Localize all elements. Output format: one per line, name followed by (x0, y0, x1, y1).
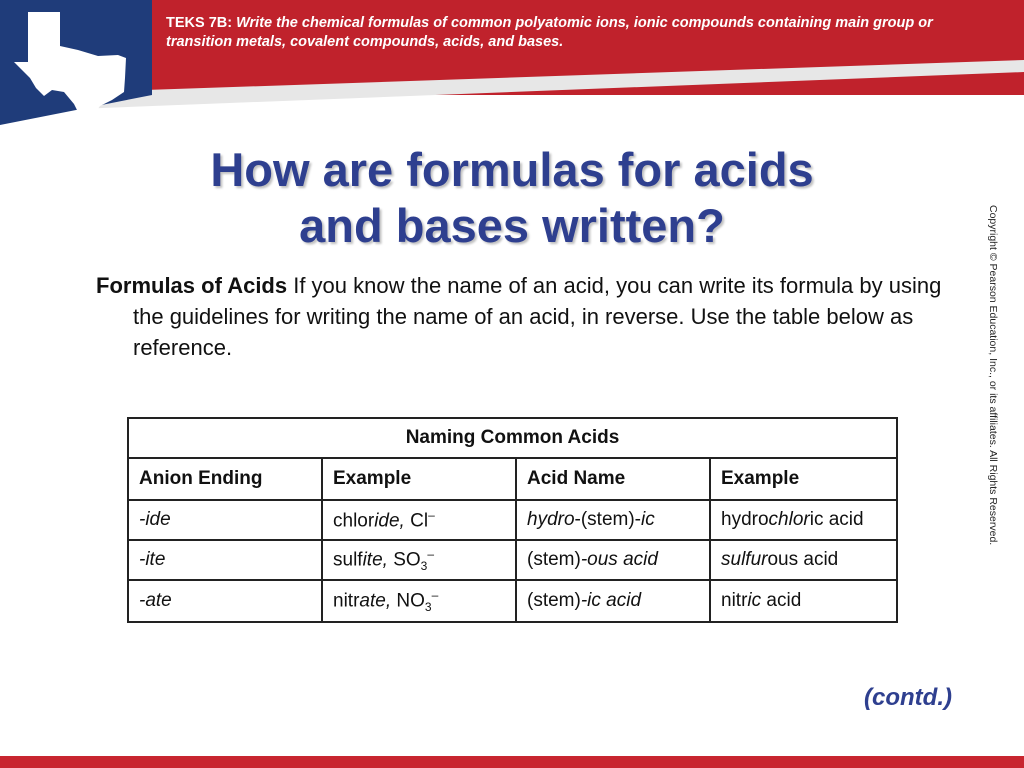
table-row (128, 540, 897, 580)
formula-subscript: 3 (420, 559, 428, 574)
acid-name-stem: -(stem)- (574, 509, 642, 530)
acid-example-stem: ic (747, 590, 762, 611)
example-cell (322, 540, 516, 580)
table-caption: Naming Common Acids (128, 418, 897, 458)
acid-example-prefix: hydro (721, 509, 769, 530)
table-row (128, 580, 897, 622)
example-stem: nitr (333, 590, 360, 612)
acid-name-cell (516, 580, 710, 622)
anion-ending-cell (128, 580, 322, 622)
acid-name-suffix: ic (641, 509, 655, 530)
anion-ending: -ate (139, 590, 172, 611)
table-row (128, 500, 897, 540)
column-header: Example (322, 458, 516, 500)
column-header: Anion Ending (128, 458, 322, 500)
teks-standard (166, 14, 986, 52)
acid-example-suffix: ous acid (767, 549, 839, 570)
acid-example-suffix: acid (761, 590, 802, 611)
anion-ending-cell (128, 500, 322, 540)
formula-charge: – (431, 587, 439, 602)
acid-example-prefix: nitr (721, 590, 748, 611)
body-paragraph (96, 270, 953, 363)
table-header-row (128, 458, 897, 500)
acid-name-stem: (stem) (527, 549, 581, 570)
title-line-2: and bases written? (299, 199, 725, 252)
acid-example-cell (710, 500, 897, 540)
column-header: Example (710, 458, 897, 500)
paragraph-lead: Formulas of Acids (96, 273, 288, 298)
acid-example-cell (710, 580, 897, 622)
example-suffix: ite, (362, 549, 388, 571)
formula-charge: – (428, 507, 435, 522)
example-suffix: ate, (359, 590, 392, 612)
anion-ending: -ide (139, 509, 171, 530)
column-header: Acid Name (516, 458, 710, 500)
acid-name-suffix: -ous acid (580, 549, 658, 570)
formula: Cl (410, 510, 429, 532)
formula-subscript: 3 (424, 600, 432, 615)
teks-description: Write the chemical formulas of common polyatomic ions, ionic compounds containing main group or transition metals, covalent compounds, acids, and bases. (166, 15, 933, 50)
example-suffix: ide, (374, 510, 405, 532)
anion-ending-cell (128, 540, 322, 580)
acid-example-cell (710, 540, 897, 580)
continued-label: (contd.) (864, 684, 952, 711)
formula: NO (396, 590, 425, 612)
formula: SO (393, 549, 421, 571)
anion-ending: -ite (139, 549, 166, 570)
acid-name-cell (516, 540, 710, 580)
slide-title (0, 142, 1024, 254)
teks-label: TEKS 7B: (166, 15, 233, 31)
acid-example-stem: chlor (768, 509, 810, 530)
title-line-1: How are formulas for acids (210, 143, 814, 196)
acid-example-suffix: ic acid (809, 509, 864, 530)
acid-name-prefix: hydro (527, 509, 575, 530)
paragraph-text: If you know the name of an acid, you can write its formula by using the guidelines for writing the name of an acid, in reverse. Use the table below as reference. (133, 273, 942, 360)
example-cell (322, 580, 516, 622)
acid-name-suffix: -ic acid (580, 590, 642, 611)
example-stem: chlor (333, 510, 375, 532)
example-cell (322, 500, 516, 540)
footer-bar (0, 756, 1024, 768)
acid-name-cell (516, 500, 710, 540)
formula-charge: – (427, 546, 435, 561)
example-stem: sulf (333, 549, 363, 571)
naming-acids-table (127, 417, 898, 623)
acid-name-stem: (stem) (527, 590, 581, 611)
copyright-notice: Copyright © Pearson Education, Inc., or its affiliates. All Rights Reserved. (987, 205, 999, 546)
acid-example-stem: sulfur (721, 549, 768, 570)
